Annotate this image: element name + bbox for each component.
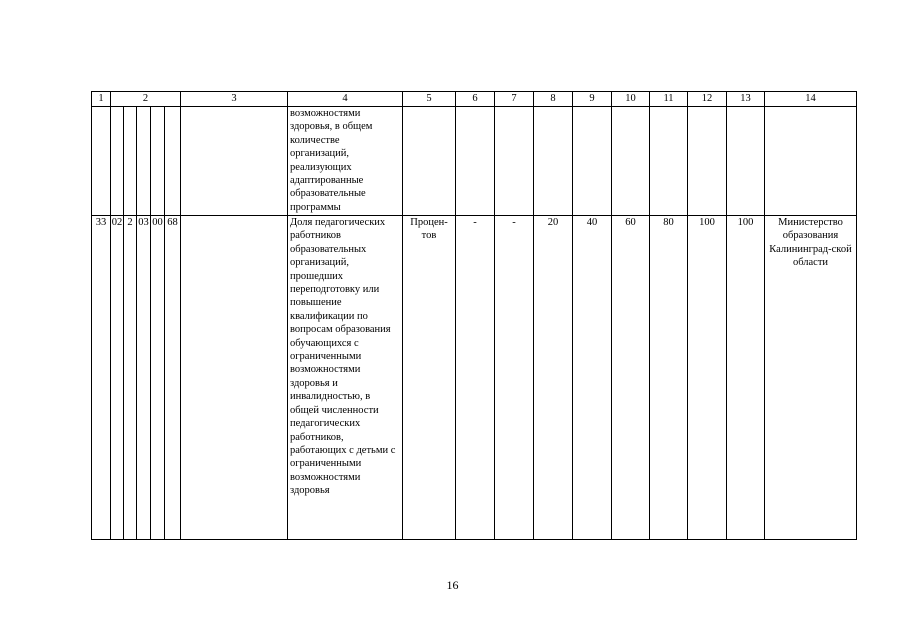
cell-empty — [573, 107, 612, 216]
cell-empty — [165, 107, 181, 216]
cell-empty — [92, 107, 111, 216]
cell-empty — [765, 107, 857, 216]
header-col-11: 11 — [650, 92, 688, 107]
cell-empty — [688, 107, 727, 216]
cell-empty — [151, 107, 165, 216]
cell-empty — [456, 107, 495, 216]
cell-empty — [650, 107, 688, 216]
cell-empty — [495, 107, 534, 216]
value-col-12: 100 — [688, 216, 727, 540]
cell-empty — [181, 107, 288, 216]
value-col-13: 100 — [727, 216, 765, 540]
value-col-11: 80 — [650, 216, 688, 540]
cell-empty — [124, 107, 137, 216]
header-col-14: 14 — [765, 92, 857, 107]
header-col-7: 7 — [495, 92, 534, 107]
header-col-13: 13 — [727, 92, 765, 107]
code-part-5: 00 — [151, 216, 165, 540]
header-col-8: 8 — [534, 92, 573, 107]
code-part-3: 2 — [124, 216, 137, 540]
column-3-cell — [181, 216, 288, 540]
cell-empty — [534, 107, 573, 216]
responsible-authority: Министерство образования Калининград-ской области — [765, 216, 857, 540]
table-row-33 — [92, 216, 857, 540]
header-col-3: 3 — [181, 92, 288, 107]
code-part-4: 03 — [137, 216, 151, 540]
value-col-9: 40 — [573, 216, 612, 540]
header-col-1: 1 — [92, 92, 111, 107]
cell-empty — [137, 107, 151, 216]
indicator-name-continued: возможностями здоровья, в общем количестве организаций, реализующих адаптированные образовательные программы — [288, 107, 403, 216]
indicator-name: Доля педагогических работников образовательных организаций, прошедших переподготовку или повышение квалификации по вопросам образования обучающихся с ограниченными возможностями здоровья и инвалидностью, в общей численности педагогических работников, работающих с детьми с ограниченными возможностями здоровья — [288, 216, 403, 540]
cell-empty — [111, 107, 124, 216]
value-col-6: - — [456, 216, 495, 540]
value-col-8: 20 — [534, 216, 573, 540]
unit-cell: Процен-тов — [403, 216, 456, 540]
table-row-continuation — [92, 107, 857, 216]
header-col-10: 10 — [612, 92, 650, 107]
header-col-12: 12 — [688, 92, 727, 107]
page-number: 16 — [446, 578, 459, 592]
indicator-table — [91, 91, 857, 540]
value-col-10: 60 — [612, 216, 650, 540]
header-col-9: 9 — [573, 92, 612, 107]
header-col-2: 2 — [111, 92, 181, 107]
cell-empty — [403, 107, 456, 216]
header-col-6: 6 — [456, 92, 495, 107]
code-part-2: 02 — [111, 216, 124, 540]
header-col-5: 5 — [403, 92, 456, 107]
cell-empty — [612, 107, 650, 216]
code-part-1: 33 — [92, 216, 111, 540]
cell-empty — [727, 107, 765, 216]
code-part-6: 68 — [165, 216, 181, 540]
header-row — [92, 92, 857, 107]
value-col-7: - — [495, 216, 534, 540]
header-col-4: 4 — [288, 92, 403, 107]
